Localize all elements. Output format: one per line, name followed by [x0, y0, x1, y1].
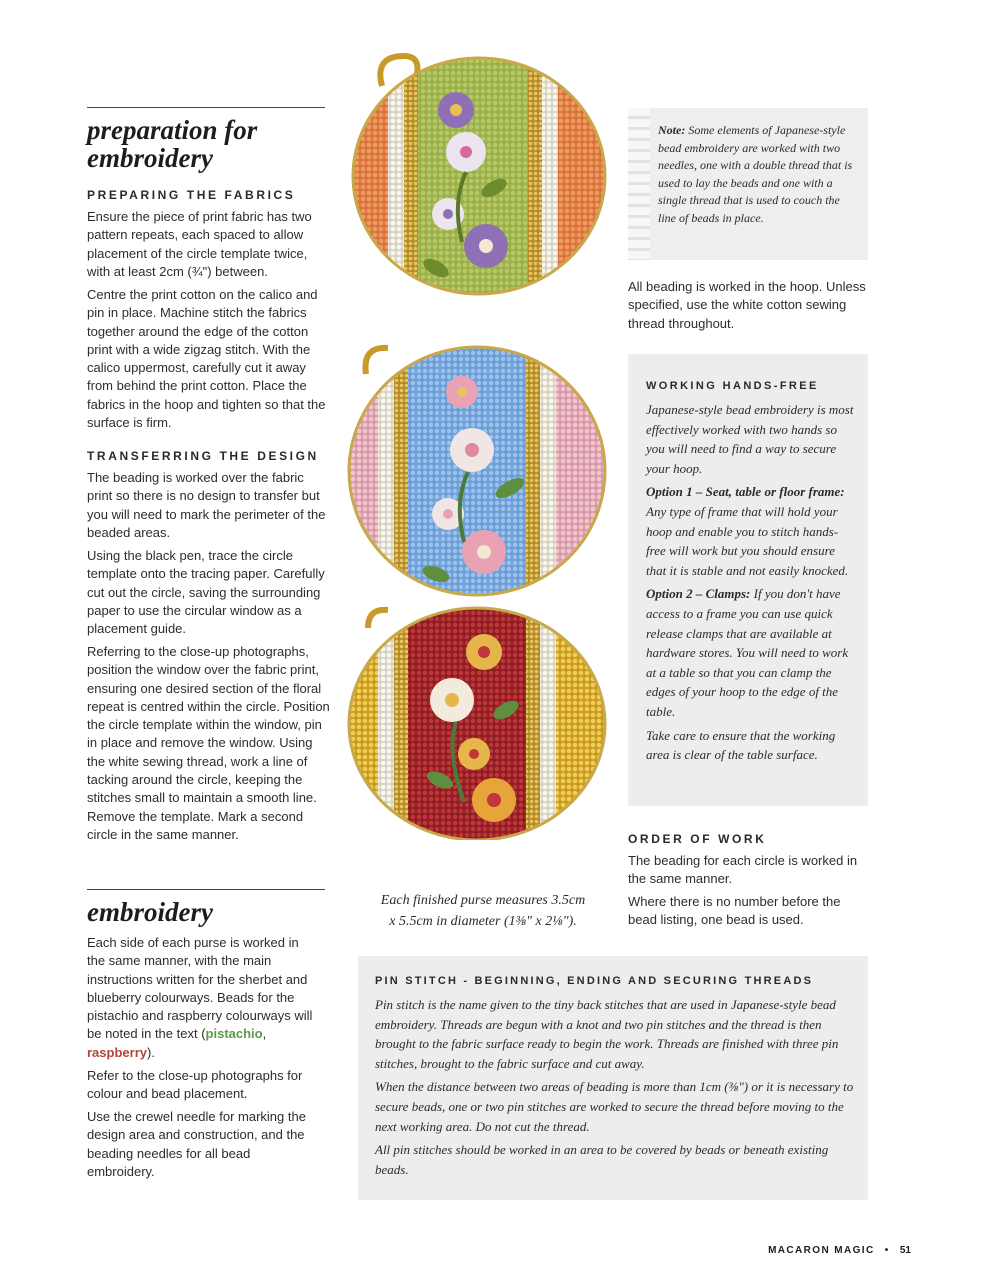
note-box-texture [628, 108, 650, 260]
pin-stitch-body [375, 995, 855, 1179]
purse-photo-sherbet [348, 46, 610, 298]
top-rule [87, 107, 325, 108]
preparing-fabrics-heading: PREPARING THE FABRICS [87, 188, 296, 202]
pin-stitch-paragraph-2: When the distance between two areas of beading is more than 1cm (⅜") or it is necessary to secure beads, one or two pin stitches are worked to secure the thread before moving to the next working area. Do not cut the thread. [375, 1079, 854, 1134]
heading-line-2: embroidery [87, 143, 213, 173]
heading-preparation [87, 116, 257, 172]
pin-stitch-heading: PIN STITCH - BEGINNING, ENDING AND SECURING THREADS [375, 975, 814, 987]
sherbet-purse-illustration [348, 46, 610, 298]
pin-stitch-paragraph-3: All pin stitches should be worked in an area to be covered by beads or beneath existing beads. [375, 1142, 829, 1177]
order-of-work-heading: ORDER OF WORK [628, 832, 767, 846]
transferring-design-heading: TRANSFERRING THE DESIGN [87, 449, 319, 463]
option-1-paragraph: Option 1 – Seat, table or floor frame: Any type of frame that will hold your hoop and enable you to stitch hands-free will work but you should ensure that it is stable and not easily knocked. [646, 484, 849, 578]
raspberry-label: raspberry [87, 1044, 147, 1060]
hands-free-paragraph-4: Take care to ensure that the working area is clear of the table surface. [646, 727, 836, 763]
pin-stitch-paragraph-1: Pin stitch is the name given to the tiny back stitches that are used in Japanese-style bead embroidery. Threads are begun with a knot and two pin stitches and the thread is then brought to the fabric surface ready to begin the work. Threads are finished with three pin stitches, brought to the fabric surface and cut away. [375, 997, 839, 1071]
page-footer [768, 1245, 911, 1256]
note-text: Note: Some elements of Japanese-style bead embroidery are worked with two needles, one with a double thread that is used to lay the beads and one with a single thread that is used to couch the line of beads in place. [658, 123, 853, 225]
working-hands-free-box [628, 354, 868, 806]
hands-free-body [646, 400, 854, 765]
working-hands-free-heading: WORKING HANDS-FREE [646, 380, 819, 392]
footer-separator: • [884, 1245, 890, 1256]
heading-line-1: preparation for [87, 115, 258, 145]
embroidery-rule [87, 889, 325, 890]
pin-stitch-box [358, 956, 868, 1200]
hands-free-paragraph-1: Japanese-style bead embroidery is most effectively worked with two hands so you will need to find a way to secure your hoop. [646, 402, 854, 476]
transfer-paragraph-1: The beading is worked over the fabric print so there is no design to transfer but you will need to mark the perimeter of the beaded areas. [87, 470, 326, 540]
photo-caption [358, 890, 608, 932]
page-number: 51 [899, 1245, 911, 1256]
option-1-label: Option 1 – Seat, table or floor frame: [646, 484, 845, 500]
pistachio-label: pistachio [205, 1026, 263, 1042]
transfer-paragraph-3: Referring to the close-up photographs, position the window over the fabric print, ensuring one desired section of the floral repeat is centred within the circle. Position the circle template within the window, pin in place and remove the window. Using the white sewing thread, work a line of tacking around the circle, keeping the stitches small to maintain a smooth line. Remove the template. Mark a second circle in the same manner. [87, 644, 330, 842]
caption-line-1: Each finished purse measures 3.5cm [380, 893, 586, 908]
purse-photo-raspberry [344, 604, 610, 840]
option-2-paragraph: Option 2 – Clamps: If you don't have access to a frame you can use quick release clamps that are available at hardware stores. You will need to work at a table so that you can clamp the edges of your hoop to the edge of the table. [646, 586, 849, 719]
prep-paragraph-1: Ensure the piece of print fabric has two pattern repeats, each spaced to allow placement of the circle template twice, with at least 2cm (¾") between. [87, 209, 312, 279]
option-2-label: Option 2 – Clamps: [646, 586, 751, 602]
note-box [628, 108, 868, 260]
embroidery-paragraph-2: Refer to the close-up photographs for colour and bead placement. [87, 1068, 303, 1102]
footer-title: MACARON MAGIC [768, 1245, 875, 1256]
hoop-paragraph: All beading is worked in the hoop. Unless specified, use the white cotton sewing thread throughout. [628, 279, 866, 331]
purse-photo-blueberry [344, 338, 610, 600]
embroidery-paragraph-3: Use the crewel needle for marking the design area and construction, and the beading needles for all bead embroidery. [87, 1109, 306, 1179]
raspberry-purse-illustration [344, 604, 610, 840]
blueberry-purse-illustration [344, 338, 610, 600]
prep-paragraph-2: Centre the print cotton on the calico and pin in place. Machine stitch the fabrics together around the edge of the cotton print with a wide zigzag stitch. With the calico uppermost, carefully cut it away from behind the print cotton. Place the fabrics in the hoop and tighten so that the surface is firm. [87, 287, 326, 431]
caption-line-2: x 5.5cm in diameter (1⅜" x 2⅛"). [389, 914, 577, 929]
order-paragraph-2: Where there is no number before the bead listing, one bead is used. [628, 894, 841, 928]
transfer-paragraph-2: Using the black pen, trace the circle template onto the tracing paper. Carefully cut out the circle, saving the surrounding paper to use the circular window as a placement guide. [87, 548, 325, 637]
embroidery-paragraph-1: Each side of each purse is worked in the same manner, with the main instructions written for the sherbet and blueberry colourways. Beads for the pistachio and raspberry colourways will be noted in the text (pistachio, raspberry). [87, 935, 313, 1060]
heading-embroidery: embroidery [87, 897, 213, 927]
note-label: Note: [658, 123, 686, 137]
order-paragraph-1: The beading for each circle is worked in the same manner. [628, 853, 858, 887]
